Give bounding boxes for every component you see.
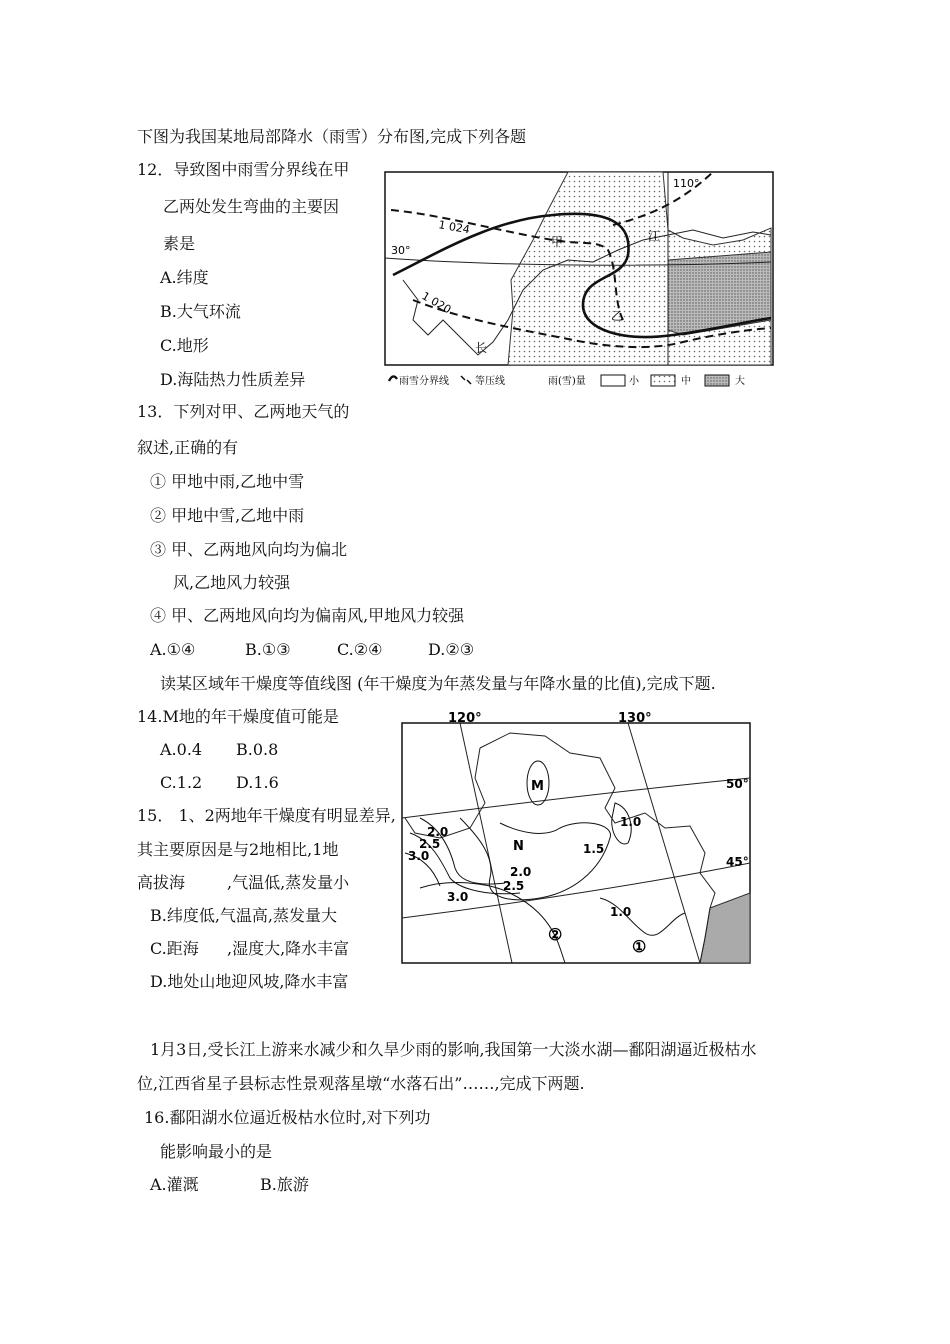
lat-30-label: 30°: [391, 244, 411, 257]
q13-statement-2: ② 甲地中雪,乙地中雨: [150, 506, 305, 525]
q14-option-b: B.0.8: [236, 740, 279, 759]
q14-option-c: C.1.2: [160, 773, 203, 792]
aridity-map: [400, 708, 755, 966]
q12-option-c: C.地形: [160, 336, 209, 355]
jia-label: 甲: [551, 235, 564, 249]
q15-option-b: B.纬度低,气温高,蒸发量大: [150, 906, 338, 925]
intro-text-3a: 1月3日,受长江上游来水减少和久旱少雨的影响,我国第一大淡水湖—鄱阳湖逼近极枯水: [150, 1040, 757, 1059]
value-2-5-center: 2.5: [503, 879, 525, 893]
value-3-0-south: 3.0: [447, 890, 469, 904]
lon-130-label: 130°: [618, 711, 652, 726]
q13-option-d: D.②③: [428, 640, 475, 659]
value-3-0-west: 3.0: [408, 849, 430, 863]
legend-small-swatch: [601, 375, 625, 386]
legend-mid-label: 中: [681, 376, 691, 387]
q16-stem-2: 能影响最小的是: [160, 1142, 273, 1161]
chang-label: 长: [475, 341, 488, 355]
isobar-1024-label: 1 024: [437, 218, 471, 237]
q12-stem-2: 乙两处发生弯曲的主要因: [163, 197, 340, 216]
q13-statement-1: ① 甲地中雨,乙地中雪: [150, 472, 305, 491]
lon-110-label: 110°: [673, 177, 700, 190]
q16-option-a: A.灌溉: [150, 1175, 199, 1194]
legend-isobar-label: 等压线: [475, 376, 505, 387]
jiang-label: 江: [648, 229, 661, 243]
q15-option-a-2: ,气温低,蒸发量小: [227, 873, 350, 892]
q15-option-c-1: C.距海: [150, 939, 199, 958]
q12-stem-3: 素是: [163, 234, 196, 253]
value-1-5: 1.5: [583, 842, 605, 856]
q14-option-d: D.1.6: [236, 773, 279, 792]
isobar-1020-label: 1 020: [419, 289, 454, 317]
legend-small-label: 小: [629, 376, 639, 387]
lon-120-label: 120°: [448, 711, 482, 726]
legend-big-swatch: [705, 375, 729, 386]
point-2-label: ②: [548, 925, 563, 944]
value-1-0-north: 1.0: [620, 815, 642, 829]
q16-stem-1: 16.鄱阳湖水位逼近极枯水位时,对下列功: [144, 1108, 431, 1127]
legend-rain-label: 雨(雪)量: [548, 376, 586, 387]
q13-statement-3b: 风,乙地风力较强: [173, 573, 291, 592]
q12-stem-1: 12．导致图中雨雪分界线在甲: [137, 160, 350, 179]
q15-option-d: D.地处山地迎风坡,降水丰富: [150, 972, 349, 991]
q13-option-b: B.①③: [245, 640, 291, 659]
q12-option-a: A.纬度: [160, 268, 209, 287]
q13-stem-1: 13．下列对甲、乙两地天气的: [137, 402, 350, 421]
q15-stem-2: 其主要原因是与2地相比,1地: [137, 840, 339, 859]
intro-text-1: 下图为我国某地局部降水（雨雪）分布图,完成下列各题: [137, 127, 527, 146]
q13-option-c: C.②④: [337, 640, 383, 659]
lat-45-label: 45°: [726, 855, 749, 869]
m-label: M: [531, 779, 544, 794]
q16-option-b: B.旅游: [260, 1175, 309, 1194]
legend-mid-swatch: [651, 375, 675, 386]
legend-isobar-symbol: [461, 376, 471, 384]
q13-stem-2: 叙述,正确的有: [137, 438, 239, 457]
q15-option-a-1: 高拔海: [137, 873, 186, 892]
intro-text-2: 读某区域年干燥度等值线图 (年干燥度为年蒸发量与年降水量的比值),完成下题.: [160, 674, 716, 693]
map2-frame: [402, 723, 750, 963]
n-label: N: [513, 839, 524, 854]
q13-statement-3a: ③ 甲、乙两地风向均为偏北: [150, 540, 348, 559]
precipitation-map: [383, 170, 778, 395]
q14-stem: 14.M地的年干燥度值可能是: [137, 707, 339, 726]
q12-option-d: D.海陆热力性质差异: [160, 370, 306, 389]
value-1-0-south: 1.0: [610, 905, 632, 919]
yi-label: 乙: [611, 309, 624, 323]
q14-option-a: A.0.4: [160, 740, 203, 759]
q15-option-c-2: ,湿度大,降水丰富: [227, 939, 350, 958]
q13-option-a: A.①④: [150, 640, 196, 659]
value-2-0-west: 2.0: [427, 825, 449, 839]
value-2-5-west: 2.5: [419, 837, 441, 851]
point-1-label: ①: [632, 937, 647, 956]
lat-50-label: 50°: [726, 777, 749, 791]
legend-boundary-symbol: [389, 376, 397, 381]
q15-stem-1: 15． 1、2两地年干燥度有明显差异,: [137, 806, 396, 825]
intro-text-3b: 位,江西省星子县标志性景观落星墩“水落石出”……,完成下两题.: [137, 1074, 585, 1093]
legend-boundary-label: 雨雪分界线: [399, 376, 449, 387]
q12-option-b: B.大气环流: [160, 302, 241, 321]
value-2-0-center: 2.0: [510, 865, 532, 879]
q13-statement-4: ④ 甲、乙两地风向均为偏南风,甲地风力较强: [150, 606, 465, 625]
legend-big-label: 大: [735, 376, 745, 387]
